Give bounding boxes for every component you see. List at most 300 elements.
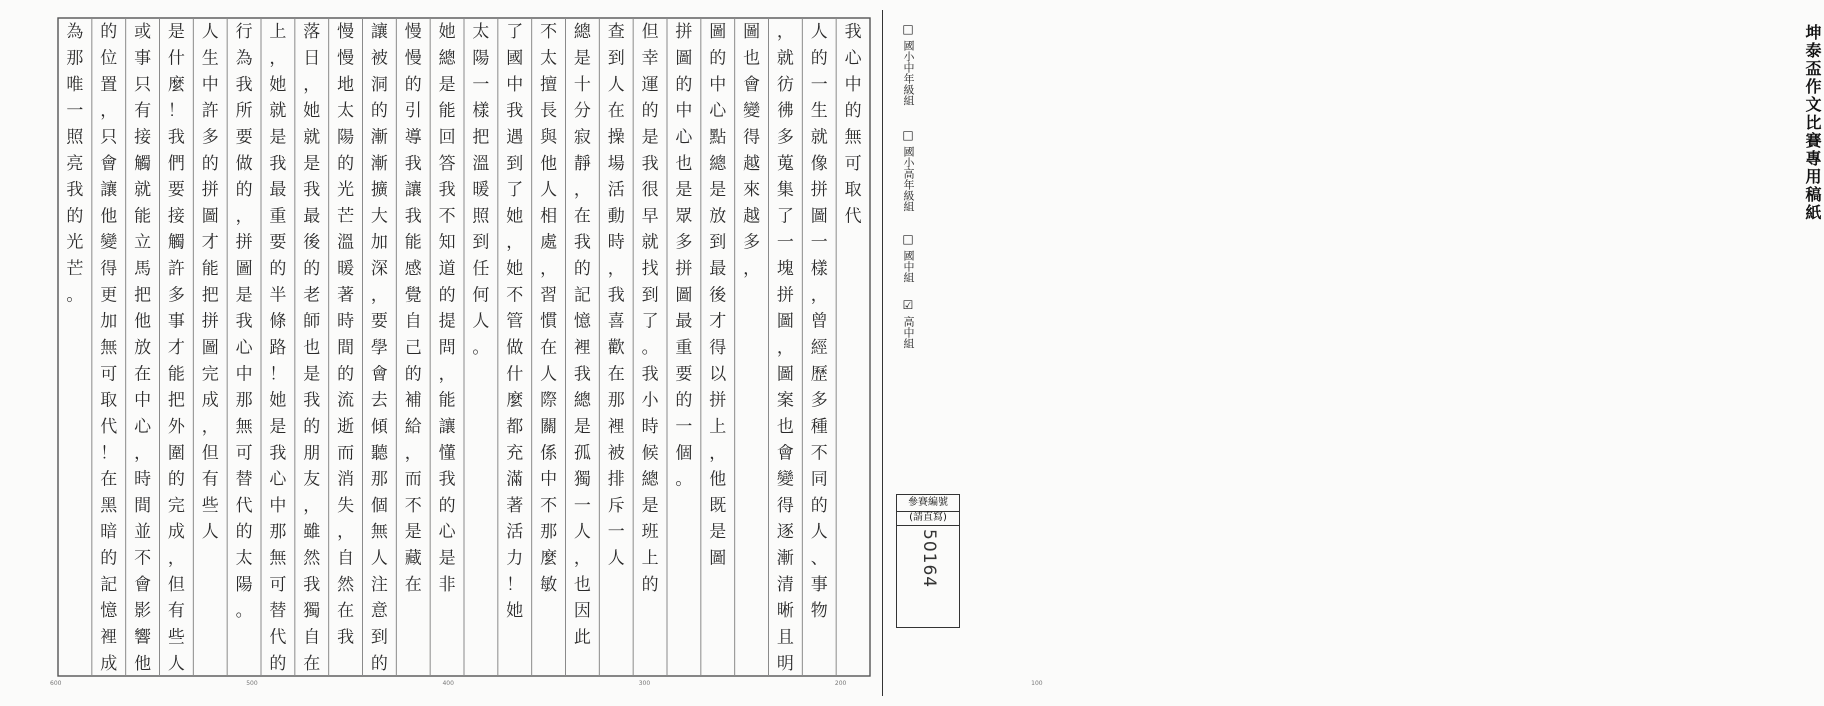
essay-character: 任: [472, 259, 490, 280]
ruler-mark: 300: [638, 680, 651, 687]
essay-character: 時: [607, 232, 625, 253]
essay-character: 清: [776, 574, 794, 595]
essay-character: 是: [641, 127, 659, 148]
essay-character: 麼: [540, 548, 558, 569]
essay-character: 有: [167, 601, 185, 622]
essay-character: 要: [269, 232, 287, 253]
checkbox-icon[interactable]: □: [901, 22, 915, 36]
essay-character: 代: [235, 495, 253, 516]
essay-character: 分: [573, 101, 591, 122]
essay-character: 是: [303, 364, 321, 385]
essay-character: 。: [235, 601, 253, 622]
essay-character: 心: [235, 338, 253, 358]
essay-character: 班: [641, 522, 659, 543]
essay-character: 中: [134, 390, 152, 411]
essay-character: 麼: [506, 390, 524, 411]
essay-character: 那: [607, 390, 625, 411]
essay-character: 暖: [337, 259, 355, 280]
essay-character: 多: [776, 127, 794, 148]
essay-character: 中: [675, 101, 693, 122]
essay-character: 感: [404, 259, 422, 280]
essay-character: 人: [810, 22, 828, 43]
essay-character: 擴: [370, 180, 388, 201]
essay-character: 是: [438, 74, 456, 95]
essay-character: 圖: [675, 48, 693, 69]
essay-character: 何: [472, 285, 490, 306]
essay-character: 不: [404, 495, 422, 516]
essay-character: ，: [743, 259, 761, 280]
essay-character: 、: [810, 548, 828, 569]
essay-character: 擅: [540, 74, 558, 95]
category-elementary-middle[interactable]: [896, 22, 916, 106]
essay-character: 把: [167, 390, 185, 411]
essay-character: 落: [303, 22, 321, 43]
essay-character: 取: [844, 180, 862, 201]
essay-character: 心: [675, 127, 693, 148]
essay-character: 晰: [776, 601, 794, 622]
essay-character: 暗: [100, 522, 118, 543]
essay-character: 然: [303, 548, 321, 569]
essay-character: 行: [235, 22, 253, 43]
essay-character: 眾: [675, 206, 693, 227]
essay-character: 漸: [776, 548, 794, 569]
essay-character: 間: [337, 338, 355, 358]
essay-character: 只: [100, 127, 118, 148]
essay-character: 有: [201, 469, 219, 490]
essay-character: 朋: [303, 443, 321, 464]
essay-character: 既: [709, 495, 727, 516]
essay-character: ，: [540, 259, 558, 280]
essay-character: 她: [303, 101, 321, 122]
essay-character: 上: [709, 416, 727, 437]
essay-character: 人: [472, 311, 490, 332]
essay-character: 長: [540, 101, 558, 122]
essay-character: 得: [100, 259, 118, 280]
essay-character: 中: [506, 74, 524, 95]
essay-character: 成: [167, 522, 185, 543]
essay-character: 也: [675, 153, 693, 174]
essay-character: 拼: [675, 22, 693, 43]
essay-character: 代: [100, 416, 118, 437]
essay-character: 能: [201, 259, 219, 280]
essay-character: 中: [844, 74, 862, 95]
essay-character: 著: [506, 495, 524, 516]
essay-character: 的: [641, 101, 659, 122]
essay-character: 圖: [709, 22, 727, 43]
essay-character: 人: [370, 548, 388, 569]
essay-character: 會: [370, 364, 388, 385]
essay-character: 就: [641, 232, 659, 253]
essay-character: 是: [709, 522, 727, 543]
essay-character: 獨: [303, 601, 321, 622]
essay-character: 我: [337, 627, 355, 648]
essay-column: [709, 22, 727, 568]
essay-character: 相: [540, 206, 558, 227]
category-senior-high[interactable]: [896, 298, 916, 349]
essay-character: 不: [134, 548, 152, 569]
essay-character: 總: [709, 153, 727, 174]
essay-character: 照: [472, 206, 490, 227]
essay-character: 我: [269, 443, 287, 464]
essay-character: 我: [235, 311, 253, 332]
essay-character: 不: [540, 495, 558, 516]
essay-character: 影: [134, 601, 152, 622]
checkbox-icon[interactable]: □: [901, 232, 915, 246]
essay-character: 人: [201, 522, 219, 543]
essay-character: 把: [134, 285, 152, 306]
entry-number-note: (請直寫): [897, 511, 959, 526]
essay-character: 馬: [134, 259, 152, 280]
essay-character: 也: [743, 48, 761, 69]
essay-character: 我: [844, 22, 862, 43]
essay-character: ，: [337, 522, 355, 543]
essay-character: 總: [641, 469, 659, 490]
essay-character: 事: [167, 311, 185, 332]
essay-character: 拼: [675, 259, 693, 280]
essay-character: 我: [607, 285, 625, 306]
essay-character: 是: [573, 416, 591, 437]
essay-character: 早: [641, 206, 659, 227]
essay-character: 慢: [404, 48, 422, 69]
essay-character: 有: [134, 101, 152, 122]
essay-character: 一: [810, 74, 828, 95]
essay-character: 活: [506, 522, 524, 543]
essay-character: 的: [269, 653, 287, 674]
essay-character: 心: [844, 48, 862, 69]
essay-character: ，: [438, 364, 456, 385]
essay-character: 我: [66, 180, 84, 201]
category-label: 國小高年級組: [902, 146, 915, 212]
essay-character: 最: [303, 206, 321, 227]
essay-character: 是: [404, 522, 422, 543]
essay-character: 芒: [66, 259, 84, 280]
essay-character: 代: [844, 206, 862, 227]
essay-character: 並: [134, 522, 152, 543]
essay-character: 時: [134, 469, 152, 490]
essay-character: 此: [573, 627, 591, 648]
essay-character: 物: [810, 601, 828, 622]
essay-character: 深: [370, 259, 388, 280]
essay-character: 事: [134, 48, 152, 69]
essay-character: 是: [303, 153, 321, 174]
essay-character: 那: [540, 522, 558, 543]
essay-character: 加: [100, 311, 118, 332]
essay-character: 藏: [404, 548, 422, 569]
essay-character: 的: [810, 495, 828, 516]
category-label: 國小中年級組: [902, 40, 915, 106]
essay-character: 注: [370, 574, 388, 595]
essay-character: 不: [540, 22, 558, 43]
essay-character: 人: [540, 364, 558, 385]
essay-character: 場: [607, 153, 625, 174]
essay-character: 意: [370, 601, 388, 622]
essay-column: [472, 22, 490, 358]
essay-character: 一: [776, 232, 794, 253]
essay-character: 許: [167, 259, 185, 280]
ruler-mark: 400: [442, 680, 454, 687]
essay-character: 重: [269, 206, 287, 227]
essay-character: 越: [743, 153, 761, 174]
essay-character: 以: [709, 364, 727, 385]
essay-character: 我: [438, 180, 456, 201]
essay-character: 溫: [472, 153, 490, 174]
essay-character: 種: [810, 416, 828, 437]
ruler-mark: 100: [1031, 680, 1043, 687]
essay-character: 我: [167, 127, 185, 148]
essay-character: 滿: [506, 469, 524, 490]
essay-character: 我: [573, 364, 591, 385]
essay-character: 習: [540, 285, 558, 306]
category-elementary-upper[interactable]: [896, 128, 916, 212]
essay-character: 管: [506, 311, 524, 332]
essay-character: 讓: [370, 22, 388, 43]
essay-character: 接: [134, 127, 152, 148]
essay-character: 塊: [776, 259, 794, 280]
essay-character: 的: [337, 364, 355, 385]
essay-character: 關: [540, 416, 558, 437]
essay-character: 要: [675, 364, 693, 385]
essay-character: 能: [438, 390, 456, 411]
essay-character: 老: [303, 285, 321, 306]
essay-column: [202, 22, 219, 542]
essay-character: 傾: [370, 416, 388, 437]
essay-character: 處: [540, 232, 558, 253]
category-label: 國中組: [902, 250, 915, 283]
essay-character: 答: [438, 153, 456, 174]
essay-character: 遇: [506, 127, 524, 148]
checkbox-icon[interactable]: □: [901, 128, 915, 142]
essay-character: 斥: [607, 495, 625, 516]
essay-character: ！: [100, 443, 118, 464]
essay-character: 圖: [743, 22, 761, 43]
essay-character: ，: [776, 22, 794, 43]
essay-character: 裡: [100, 627, 118, 648]
essay-character: 無: [844, 127, 862, 148]
essay-character: ，: [607, 259, 625, 280]
essay-character: 會: [100, 153, 118, 174]
essay-character: 自: [404, 311, 422, 332]
essay-character: 成: [100, 653, 118, 674]
essay-column: [845, 22, 863, 226]
essay-character: 的: [709, 48, 727, 69]
category-label: 高中組: [902, 316, 915, 349]
essay-character: 都: [506, 416, 524, 437]
essay-character: 圖: [675, 285, 693, 306]
essay-character: 是: [641, 495, 659, 516]
essay-character: 他: [540, 153, 558, 174]
ruler-mark: 500: [246, 680, 258, 687]
essay-character: 為: [66, 22, 84, 43]
essay-character: ，: [506, 232, 524, 253]
essay-character: 的: [100, 22, 118, 43]
essay-character: 讓: [404, 180, 422, 201]
essay-character: 讓: [438, 416, 456, 437]
essay-character: 能: [438, 101, 456, 122]
essay-character: ，: [134, 443, 152, 464]
essay-character: 。: [66, 285, 84, 306]
essay-character: 回: [438, 127, 456, 148]
essay-character: 能: [167, 364, 185, 385]
essay-character: 心: [709, 101, 727, 122]
essay-character: 上: [269, 22, 287, 43]
essay-character: 提: [438, 311, 456, 332]
essay-character: 她: [269, 390, 287, 411]
essay-character: 亮: [66, 153, 84, 174]
category-junior-high[interactable]: [896, 232, 916, 283]
essay-character: 更: [100, 285, 118, 306]
essay-character: ，: [776, 338, 794, 358]
essay-character: 是: [709, 180, 727, 201]
essay-character: 加: [370, 232, 388, 253]
essay-character: 點: [709, 127, 727, 148]
essay-character: 補: [404, 390, 422, 411]
essay-character: 心: [269, 469, 287, 490]
essay-character: 而: [337, 443, 355, 464]
essay-character: 所: [235, 101, 253, 122]
essay-character: 孤: [573, 443, 591, 464]
essay-character: 同: [810, 469, 828, 490]
essay-character: 排: [607, 469, 625, 490]
essay-character: 太: [540, 48, 558, 69]
essay-character: 到: [370, 627, 388, 648]
essay-character: 唯: [66, 74, 84, 95]
entry-number-label: 參賽編號: [897, 495, 959, 512]
essay-character: 只: [134, 74, 152, 95]
essay-character: 到: [641, 285, 659, 306]
essay-character: 取: [100, 390, 118, 411]
essay-character: 拼: [810, 180, 828, 201]
essay-column: [134, 22, 152, 674]
essay-character: ，: [810, 285, 828, 306]
essay-character: 就: [810, 127, 828, 148]
essay-character: 無: [269, 548, 287, 569]
essay-character: 像: [810, 153, 828, 174]
essay-character: 很: [641, 180, 659, 201]
essay-character: 中: [540, 469, 558, 490]
essay-character: 總: [573, 390, 591, 411]
essay-character: 道: [438, 259, 456, 280]
essay-character: 幸: [641, 48, 659, 69]
essay-character: ，: [573, 548, 591, 569]
essay-character: 不: [810, 443, 828, 464]
essay-character: 曾: [810, 311, 828, 332]
essay-character: 些: [167, 627, 185, 648]
essay-character: 裡: [607, 416, 625, 437]
essay-character: 得: [709, 338, 727, 358]
essay-character: 逝: [337, 416, 355, 437]
essay-column: [811, 22, 828, 621]
essay-character: 就: [776, 48, 794, 69]
essay-character: 的: [235, 180, 253, 201]
essay-character: 的: [201, 153, 219, 174]
essay-character: 圍: [167, 443, 185, 464]
essay-character: 憶: [573, 311, 591, 332]
essay-character: 他: [134, 311, 152, 332]
essay-character: 接: [167, 206, 185, 227]
essay-character: 歷: [810, 364, 828, 385]
essay-character: 才: [167, 338, 185, 358]
entry-number-box: [896, 494, 960, 628]
essay-character: 的: [167, 469, 185, 490]
essay-character: 人: [201, 22, 219, 43]
essay-character: 在: [100, 469, 118, 490]
essay-character: 經: [810, 338, 828, 358]
essay-character: 拼: [709, 390, 727, 411]
essay-character: 敏: [540, 574, 558, 595]
essay-character: 知: [438, 232, 456, 253]
essay-character: 獨: [573, 469, 591, 490]
essay-character: 把: [472, 127, 490, 148]
essay-character: 的: [370, 101, 388, 122]
essay-column: [776, 22, 795, 674]
essay-character: 做: [506, 338, 524, 358]
essay-character: 可: [100, 364, 118, 385]
essay-character: 得: [743, 127, 761, 148]
essay-character: 的: [438, 285, 456, 306]
essay-character: 導: [404, 127, 422, 148]
essay-character: 就: [303, 127, 321, 148]
essay-character: 在: [134, 364, 152, 385]
essay-character: 懂: [438, 443, 456, 464]
essay-character: 我: [269, 153, 287, 174]
essay-character: 著: [337, 285, 355, 306]
essay-character: 到: [709, 232, 727, 253]
essay-character: 動: [607, 206, 625, 227]
essay-character: 她: [506, 206, 524, 227]
essay-character: 也: [573, 574, 591, 595]
essay-character: 漸: [370, 153, 388, 174]
essay-column: [540, 22, 558, 595]
essay-character: 陽: [337, 127, 355, 148]
essay-character: 後: [303, 232, 321, 253]
essay-character: 拼: [201, 180, 219, 201]
essay-character: ，: [370, 285, 388, 306]
essay-character: 學: [370, 338, 388, 358]
essay-character: 也: [776, 416, 794, 437]
essay-character: 被: [607, 443, 625, 464]
essay-character: 的: [303, 259, 321, 280]
essay-character: 無: [370, 522, 388, 543]
essay-character: 總: [573, 22, 591, 43]
essay-character: 事: [810, 574, 828, 595]
essay-character: 觸: [167, 232, 185, 253]
essay-character: ！: [269, 364, 287, 385]
essay-character: ，: [404, 443, 422, 464]
essay-character: 候: [641, 443, 659, 464]
essay-character: 得: [776, 495, 794, 516]
essay-character: 變: [776, 469, 794, 490]
essay-character: ，: [100, 101, 118, 122]
essay-character: 彿: [776, 101, 794, 122]
essay-character: 或: [134, 22, 152, 43]
essay-character: 失: [337, 495, 355, 516]
ruler-mark: 200: [834, 680, 847, 687]
essay-character: 讓: [100, 180, 118, 201]
essay-character: ！: [506, 574, 524, 595]
essay-column: [405, 22, 422, 595]
essay-character: 什: [167, 48, 185, 69]
essay-character: 多: [675, 232, 693, 253]
essay-character: 在: [337, 601, 355, 622]
essay-character: 慢: [337, 22, 355, 43]
essay-character: 個: [675, 443, 693, 464]
essay-character: 為: [235, 48, 253, 69]
essay-character: 無: [100, 338, 118, 358]
checked-checkbox-icon[interactable]: ☑: [901, 298, 915, 312]
essay-character: 師: [303, 311, 321, 332]
essay-character: 中: [269, 495, 287, 516]
essay-character: 一: [66, 101, 84, 122]
